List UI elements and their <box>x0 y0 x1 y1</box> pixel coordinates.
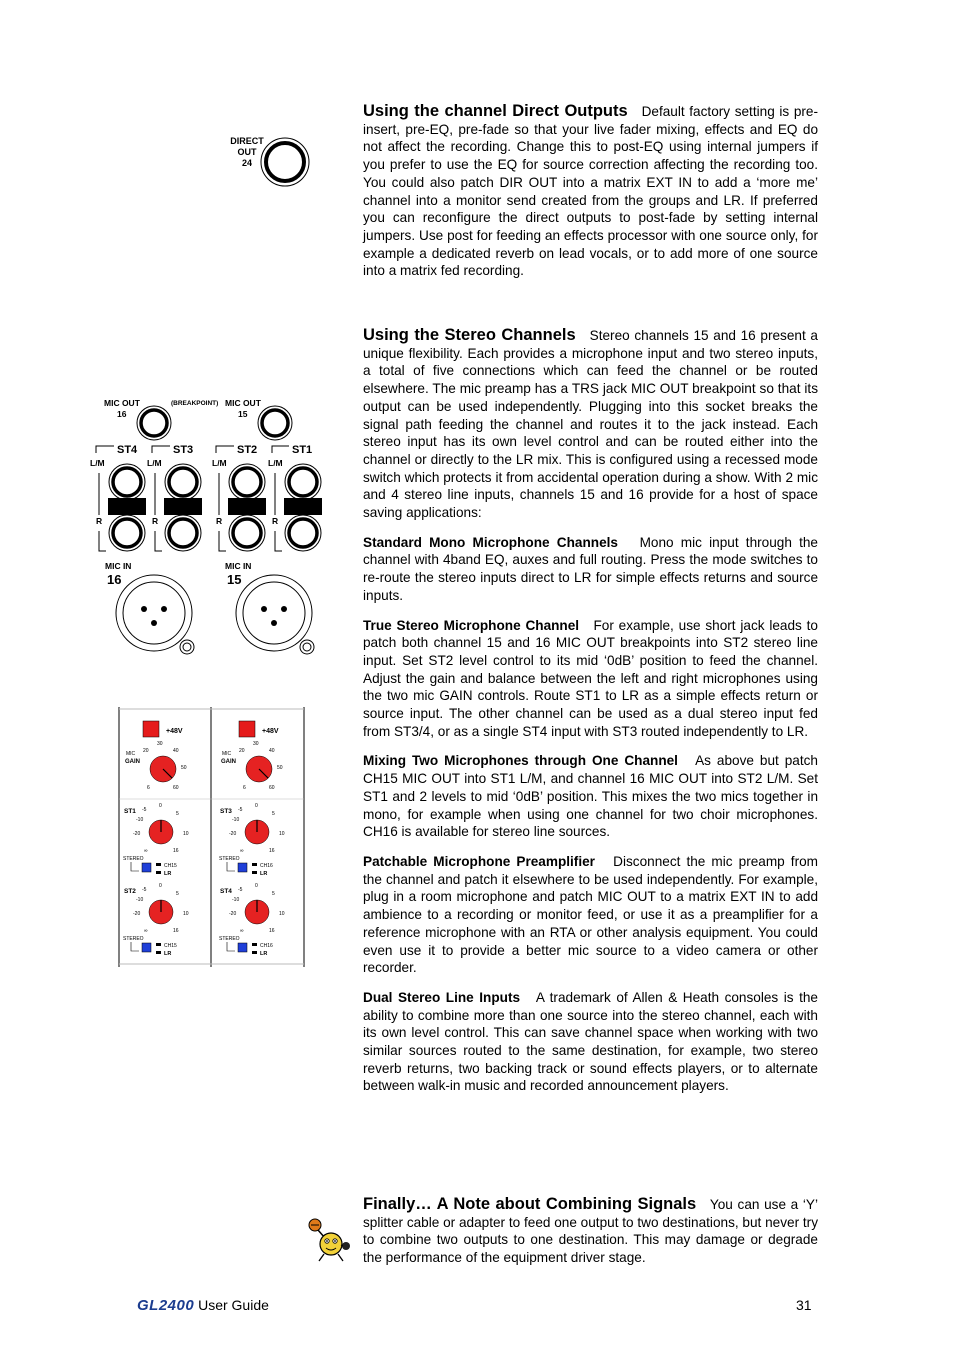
st-a-label: ST1 <box>124 808 136 815</box>
st-a-level-knob-icon[interactable] <box>245 820 269 844</box>
level-tick: 10 <box>183 831 189 837</box>
mic-out-16-label: MIC OUT <box>104 398 140 408</box>
level-tick: -20 <box>133 911 141 917</box>
st2-lm-label: L/M <box>212 458 227 468</box>
heading-mixing: Mixing Two Microphones through One Channel <box>363 753 678 769</box>
level-tick: -5 <box>238 807 243 813</box>
level-tick: 16 <box>173 928 179 934</box>
gain-tick-6: 6 <box>243 785 246 791</box>
level-tick: -5 <box>238 887 243 893</box>
st4-r-label: R <box>96 516 103 526</box>
mic-out-16-jack-icon <box>137 406 171 440</box>
st-a-level-knob-icon[interactable] <box>149 820 173 844</box>
gain-knob-icon[interactable] <box>150 756 176 782</box>
phantom-label: +48V <box>262 728 279 735</box>
footer-brand <box>137 1297 269 1314</box>
level-tick: ∞ <box>144 848 148 854</box>
breakpoint-label: (BREAKPOINT) <box>171 400 219 407</box>
level-tick: -20 <box>229 831 237 837</box>
level-tick: ∞ <box>240 928 244 934</box>
phantom-power-button[interactable] <box>239 721 255 737</box>
jack-socket-icon <box>261 138 309 186</box>
st-b-mode-switch[interactable] <box>142 943 151 952</box>
gain-tick-40: 40 <box>173 748 179 754</box>
page-number: 31 <box>796 1297 812 1313</box>
body-stereo-channels: Stereo channels 15 and 16 present a unique flexibility. Each provides a microphone input and two stereo inputs, a total of five connections which can feed the channel or be routed elsewhere. The mic preamp has a TRS jack MIC OUT breakpoint so that its output can be used independently. Plugging into this socket breaks the signal path feeding the channel and routes it to the jack instead. Each stereo input has its own level control and can be routed either into the channel or directly to the LR mix. This is configured using a recessed mode switch which protects it from accidental operation during a show. With 2 mic and 4 stereo line inputs, channels 15 and 16 provide for a host of space saving applications: <box>363 328 818 521</box>
st-b-level-knob-icon[interactable] <box>245 900 269 924</box>
st1-lm-label: L/M <box>268 458 283 468</box>
stereo-inputs-figure <box>86 393 336 670</box>
level-tick: 16 <box>173 848 179 854</box>
gain-tick-20: 20 <box>239 748 245 754</box>
body-dual: A trademark of Allen & Heath consoles is the ability to combine more than one source into the stereo channel, each with its own level control. This can save channel space when working with two similar sources routed to the same destination, for example, two stereo reverb returns, two backing track or sound effects players, or to alternate between walk-in music and recorded announcement players. <box>363 989 818 1094</box>
section-combining-signals <box>363 1196 818 1279</box>
body-direct-outputs: Default factory setting is pre-insert, pre-EQ, pre-fade so that your live fader mixing, effects and EQ do not affect the recording. Change this to post-EQ using internal jumpers if you prefer to use the EQ for source correction affecting the recording too. You could also patch DIR OUT into a matrix EXT IN to add a ‘more me’ channel into a monitor send created from the groups and LR. If preferred you can reconfigure the direct outputs to post-fade by setting internal jumpers. Use post for feeding an effects processor with one source only, for example a dedicated reverb on lead vocals, or to add more of one source into a matrix fed recording. <box>363 104 818 279</box>
heading-stereo-channels: Using the Stereo Channels <box>363 326 576 344</box>
phantom-power-button[interactable] <box>143 721 159 737</box>
footer-guide-label: User Guide <box>198 1297 269 1313</box>
mic-out-15-label: MIC OUT <box>225 398 261 408</box>
body-true-stereo: For example, use short jack leads to patch both channel 15 and 16 MIC OUT breakpoints into ST2 stereo line input. Set ST2 level control to its mid ‘0dB’ position to feed the channel. Adjust the gain and balance between the left and right microphones using the two mic GAIN controls. Route ST1 to LR as a simple effects return or source input. The other channel can be used as a dual stereo input fed from ST3/4, or as a single ST4 input with ST3 routed independently to LR. <box>363 617 818 739</box>
level-tick: 10 <box>183 911 189 917</box>
st-a-lr-label: LR <box>260 871 268 877</box>
st-a-ch-label: CH15 <box>164 863 177 869</box>
st2-label: ST2 <box>237 444 258 456</box>
st-b-mode-switch[interactable] <box>238 943 247 952</box>
right-strip <box>211 721 304 957</box>
level-tick: 0 <box>255 883 258 889</box>
heading-combining: Finally… A Note about Combining Signals <box>363 1195 697 1213</box>
mic-in-15-label: MIC IN <box>225 561 252 571</box>
level-tick: -10 <box>232 817 240 823</box>
gain-tick-60: 60 <box>173 785 179 791</box>
stereo-label: STEREO <box>123 936 144 942</box>
level-tick: ∞ <box>240 848 244 854</box>
gain-knob-icon[interactable] <box>246 756 272 782</box>
st4-jacks-icon <box>108 464 146 551</box>
st-a-mode-switch[interactable] <box>238 863 247 872</box>
level-tick: 16 <box>269 928 275 934</box>
gain-label: GAIN <box>221 759 236 765</box>
section-direct-outputs <box>363 103 818 292</box>
st-b-ch-label: CH15 <box>164 943 177 949</box>
st-a-ch-label: CH16 <box>260 863 273 869</box>
level-tick: 10 <box>279 831 285 837</box>
level-tick: 5 <box>176 811 179 817</box>
direct-out-label-1: DIRECT <box>230 136 264 146</box>
heading-mono: Standard Mono Microphone Channels <box>363 534 618 550</box>
body-mono: Mono mic input through the channel with 4band EQ, auxes and full routing. Press the mode switches to re-route the stereo inputs direct to LR for simple effects returns and source inputs. <box>363 534 818 603</box>
level-tick: -20 <box>133 831 141 837</box>
mic-out-16-num: 16 <box>117 409 127 419</box>
st-a-label: ST3 <box>220 808 232 815</box>
brand-logo: GL2400 <box>137 1297 195 1314</box>
st1-label: ST1 <box>292 444 313 456</box>
mic-in-15-num: 15 <box>227 572 242 587</box>
gain-tick-20: 20 <box>143 748 149 754</box>
level-tick: 5 <box>272 891 275 897</box>
channel-controls-figure <box>115 707 310 974</box>
st4-label: ST4 <box>117 444 138 456</box>
body-combining: You can use a ‘Y’ splitter cable or adapter to feed one output to two destinations, but never try to combine two outputs to one destination. This may damage or degrade the performance of the equipment driver stage. <box>363 1197 818 1266</box>
st3-r-label: R <box>152 516 159 526</box>
st-a-mode-switch[interactable] <box>142 863 151 872</box>
st-b-label: ST4 <box>220 888 232 895</box>
gain-tick-50: 50 <box>277 765 283 771</box>
level-tick: 16 <box>269 848 275 854</box>
body-patchable: Disconnect the mic preamp from the channel and patch it elsewhere to be used independently. For example, plug in a room microphone and patch MIC OUT to a matrix EXT IN to add ambience to a recording or monitor feed, or use it as a preamplifier for a reference microphone with an RTA or other analysis equipment. You could even use it to provide a better mic source to a video camera or other recorder. <box>363 853 818 976</box>
xlr-15-icon <box>236 575 314 654</box>
gain-tick-50: 50 <box>181 765 187 771</box>
level-tick: 10 <box>279 911 285 917</box>
level-tick: -10 <box>136 817 144 823</box>
direct-out-label-2: OUT <box>237 147 257 157</box>
st-b-label: ST2 <box>124 888 136 895</box>
direct-out-figure <box>225 130 315 199</box>
st-b-lr-label: LR <box>260 951 268 957</box>
section-stereo-channels <box>363 327 818 1107</box>
level-tick: -10 <box>136 897 144 903</box>
mic-out-15-num: 15 <box>238 409 248 419</box>
phantom-label: +48V <box>166 728 183 735</box>
heading-dual: Dual Stereo Line Inputs <box>363 989 521 1005</box>
st3-jacks-icon <box>164 464 202 551</box>
st1-jacks-icon <box>284 464 322 551</box>
level-tick: ∞ <box>144 928 148 934</box>
st1-r-label: R <box>272 516 279 526</box>
st3-label: ST3 <box>173 444 194 456</box>
heading-direct-outputs: Using the channel Direct Outputs <box>363 102 628 120</box>
gain-tick-30: 30 <box>253 741 259 747</box>
level-tick: -10 <box>232 897 240 903</box>
left-strip <box>119 721 211 957</box>
level-tick: -20 <box>229 911 237 917</box>
heading-patchable: Patchable Microphone Preamplifier <box>363 853 595 869</box>
gain-tick-40: 40 <box>269 748 275 754</box>
st-b-ch-label: CH16 <box>260 943 273 949</box>
st3-lm-label: L/M <box>147 458 162 468</box>
xlr-16-icon <box>116 575 194 654</box>
mic-label: MIC <box>126 751 136 757</box>
direct-out-label-3: 24 <box>241 158 253 168</box>
heading-true-stereo: True Stereo Microphone Channel <box>363 617 580 633</box>
st2-jacks-icon <box>228 464 266 551</box>
body-mixing: As above but patch CH15 MIC OUT into ST1 L/M, and channel 16 MIC OUT into ST2 L/M. Set ST1 and 2 levels to mid ‘0dB’ position. This mixes the two mics together in mono, for example when using one channel for two choir microphones. CH16 is available for stereo line sources. <box>363 753 818 840</box>
level-tick: 0 <box>255 803 258 809</box>
level-tick: 5 <box>176 891 179 897</box>
level-tick: -5 <box>142 887 147 893</box>
level-tick: 0 <box>159 803 162 809</box>
st-b-lr-label: LR <box>164 951 172 957</box>
stereo-label: STEREO <box>219 856 240 862</box>
gain-tick-6: 6 <box>147 785 150 791</box>
mic-in-16-label: MIC IN <box>105 561 132 571</box>
level-tick: 5 <box>272 811 275 817</box>
mic-label: MIC <box>222 751 232 757</box>
stereo-label: STEREO <box>123 856 144 862</box>
gain-label: GAIN <box>125 759 140 765</box>
st4-lm-label: L/M <box>90 458 105 468</box>
level-tick: -5 <box>142 807 147 813</box>
st-b-level-knob-icon[interactable] <box>149 900 173 924</box>
stereo-label: STEREO <box>219 936 240 942</box>
level-tick: 0 <box>159 883 162 889</box>
mic-in-16-num: 16 <box>107 572 122 587</box>
gain-tick-30: 30 <box>157 741 163 747</box>
st-a-lr-label: LR <box>164 871 172 877</box>
st2-r-label: R <box>216 516 223 526</box>
gain-tick-60: 60 <box>269 785 275 791</box>
mic-out-15-jack-icon <box>258 406 292 440</box>
warning-mascot-icon <box>305 1216 353 1269</box>
